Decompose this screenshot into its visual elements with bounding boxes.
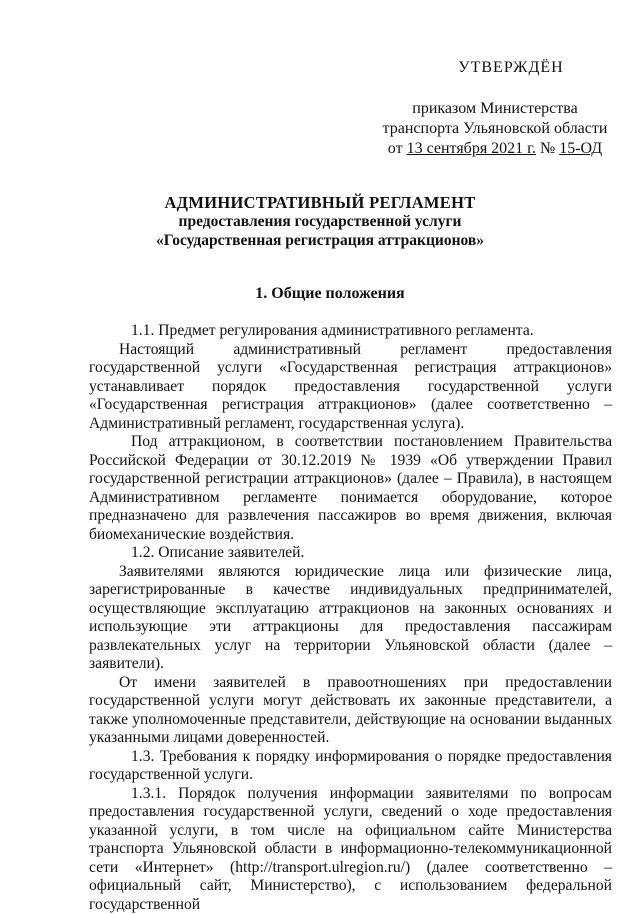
section-body bbox=[89, 322, 612, 914]
approval-line-2: транспорта Ульяновской области bbox=[380, 119, 610, 139]
document-subtitle-2: «Государственная регистрация аттракционов» bbox=[60, 231, 580, 250]
approval-number: 15-ОД bbox=[559, 140, 602, 157]
paragraph: 1.3. Требования к порядку информирования о порядке предоставления государственной услуги. bbox=[89, 748, 612, 785]
paragraph: 1.1. Предмет регулирования административного регламента. bbox=[89, 322, 612, 341]
approval-title: УТВЕРЖДЁН bbox=[380, 58, 610, 78]
paragraph: Настоящий административный регламент предоставления государственной услуги «Государственная регистрация аттракционов» устанавливает порядок предоставления государственной услуги «Государственная регистрация аттракционов» (далее соответственно – Административный регламент, государственная услуга). bbox=[89, 341, 612, 434]
document-title: АДМИНИСТРАТИВНЫЙ РЕГЛАМЕНТ bbox=[60, 193, 580, 212]
paragraph: От имени заявителей в правоотношениях при предоставлении государственной услуги могут действовать их законные представители, а также уполномоченные представители, действующие на основании выданных указанными лицами доверенностей. bbox=[89, 674, 612, 748]
approval-stamp bbox=[380, 58, 610, 159]
paragraph: 1.2. Описание заявителей. bbox=[89, 544, 612, 563]
paragraph: 1.3.1. Порядок получения информации заявителями по вопросам предоставления государственной услуги, сведений о ходе предоставления указанной услуги, в том числе на официальном сайте Министерства транспорта Ульяновской области в информационно-телекоммуникационной сети «Интернет» (http://transport.ulregion.ru/) (далее соответственно – официальный сайт, Министерство), с использованием федеральной государственной bbox=[89, 785, 612, 914]
section-title: 1. Общие положения bbox=[60, 285, 600, 303]
approval-line-1: приказом Министерства bbox=[380, 99, 610, 119]
approval-date: 13 сентября 2021 г. bbox=[407, 140, 536, 157]
approval-date-prefix: от bbox=[388, 140, 407, 157]
paragraph: Заявителями являются юридические лица или физические лица, зарегистрированные в качестве индивидуальных предпринимателей, осуществляющие эксплуатацию аттракционов на законных основаниях и использующие эти аттракционы для предоставления пассажирам развлекательных услуг на территории Ульяновской области (далее – заявители). bbox=[89, 563, 612, 674]
approval-date-line bbox=[380, 139, 610, 159]
document-header bbox=[60, 193, 580, 250]
approval-number-prefix: № bbox=[536, 140, 559, 157]
document-subtitle-1: предоставления государственной услуги bbox=[60, 212, 580, 231]
paragraph: Под аттракционом, в соответствии постановлением Правительства Российской Федерации от 30.12.2019 № 1939 «Об утверждении Правил государственной регистрации аттракционов» (далее – Правила), в настоящем Административном регламенте понимается оборудование, которое предназначено для развлечения пассажиров во время движения, включая биомеханические воздействия. bbox=[89, 433, 612, 544]
